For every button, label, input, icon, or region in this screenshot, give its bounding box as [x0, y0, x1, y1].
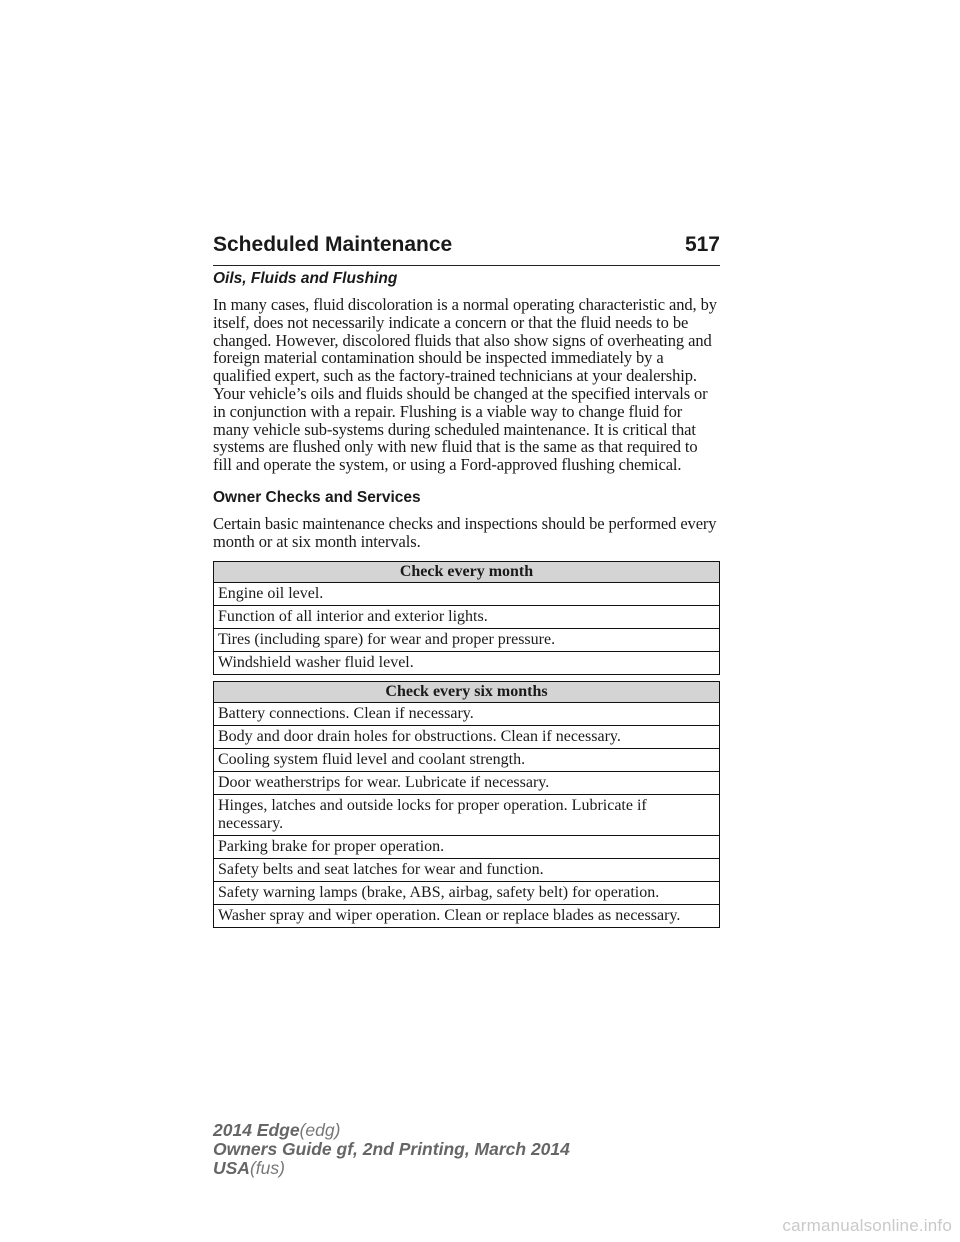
table-cell: Windshield washer fluid level.	[214, 651, 720, 674]
table-header: Check every month	[214, 561, 720, 582]
table-row	[214, 628, 720, 651]
table-cell: Tires (including spare) for wear and proper pressure.	[214, 628, 720, 651]
page-content	[213, 268, 720, 928]
table-cell: Battery connections. Clean if necessary.	[214, 702, 720, 725]
table-cell: Door weatherstrips for wear. Lubricate if necessary.	[214, 771, 720, 794]
table-cell: Engine oil level.	[214, 582, 720, 605]
table-cell: Function of all interior and exterior lights.	[214, 605, 720, 628]
table-row	[214, 881, 720, 904]
footer-model-code: (edg)	[299, 1120, 341, 1140]
footer-model: 2014 Edge	[213, 1120, 300, 1140]
footer-guide-line	[213, 1140, 570, 1159]
six-month-check-table	[213, 681, 720, 928]
table-row	[214, 582, 720, 605]
footer-market: USA	[213, 1158, 250, 1178]
table-row	[214, 651, 720, 674]
table-row	[214, 702, 720, 725]
table-header: Check every six months	[214, 681, 720, 702]
watermark-text: carmanualsonline.info	[782, 1216, 952, 1235]
table-row	[214, 725, 720, 748]
footer-market-code: (fus)	[249, 1158, 285, 1178]
table-cell: Safety warning lamps (brake, ABS, airbag, safety belt) for operation.	[214, 881, 720, 904]
page-header	[213, 227, 720, 266]
section-paragraph-oils-fluids: In many cases, fluid discoloration is a normal operating characteristic and, by itself, does not necessarily indicate a concern or that the fluid needs to be changed. However, discolored fluids that also show signs of overheating and foreign material contamination should be inspected immediately by a qualified expert, such as the factory-trained technicians at your dealership. Your vehicle’s oils and fluids should be changed at the specified intervals or in conjunction with a repair. Flushing is a viable way to change fluid for many vehicle sub-systems during scheduled maintenance. It is critical that systems are flushed only with new fluid that is the same as that required to fill and operate the system, or using a Ford-approved flushing chemical.	[213, 295, 717, 475]
footer-market-line	[213, 1159, 570, 1178]
table-row	[214, 748, 720, 771]
page-title: Scheduled Maintenance	[213, 233, 453, 256]
table-row	[214, 794, 720, 835]
table-cell: Parking brake for proper operation.	[214, 835, 720, 858]
section-heading-oils-fluids: Oils, Fluids and Flushing	[213, 270, 398, 287]
table-cell: Safety belts and seat latches for wear and function.	[214, 858, 720, 881]
table-cell: Body and door drain holes for obstructions. Clean if necessary.	[214, 725, 720, 748]
table-row	[214, 605, 720, 628]
table-cell: Cooling system fluid level and coolant strength.	[214, 748, 720, 771]
table-row	[214, 835, 720, 858]
footer-guide: Owners Guide gf, 2nd Printing, March 2014	[213, 1139, 570, 1159]
page-footer	[213, 1121, 570, 1178]
table-cell: Hinges, latches and outside locks for proper operation. Lubricate if necessary.	[214, 794, 720, 835]
section-heading-owner-checks: Owner Checks and Services	[213, 488, 421, 506]
monthly-check-table	[213, 561, 720, 675]
table-row	[214, 858, 720, 881]
footer-model-line	[213, 1121, 570, 1140]
table-row	[214, 771, 720, 794]
section-paragraph-owner-checks: Certain basic maintenance checks and inspections should be performed every month or at six month intervals.	[213, 513, 717, 551]
table-cell: Washer spray and wiper operation. Clean or replace blades as necessary.	[214, 904, 720, 927]
table-row	[214, 904, 720, 927]
page-number: 517	[684, 233, 720, 256]
